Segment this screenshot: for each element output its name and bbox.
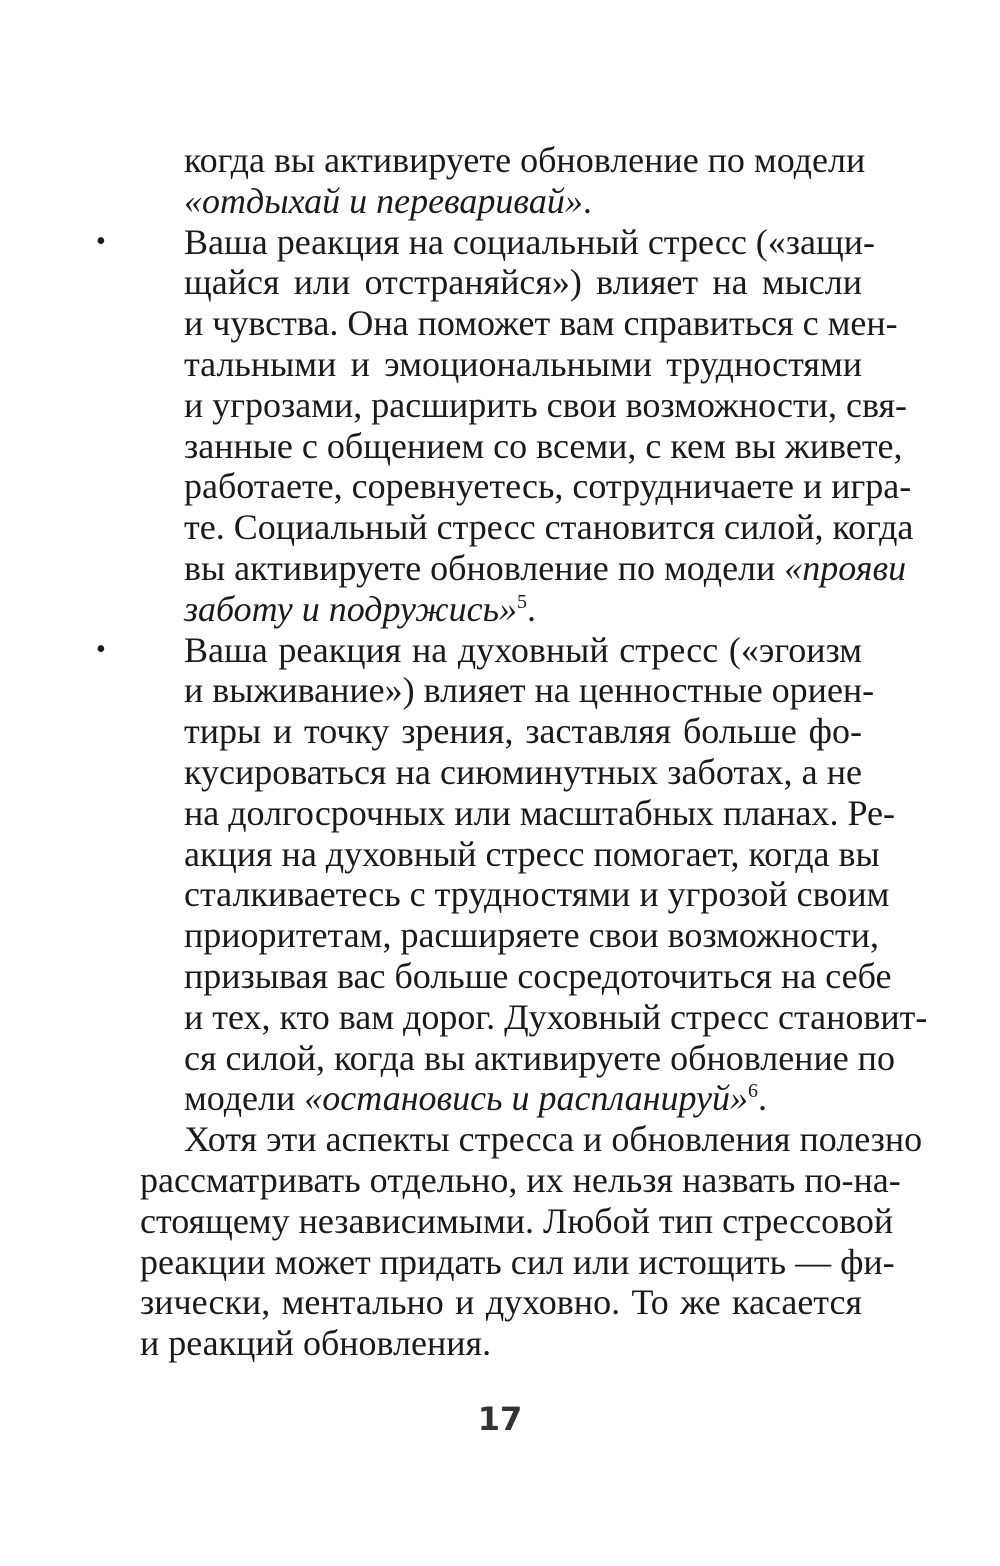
text-line: тиры и точку зрения, заставляя больше фо- — [184, 711, 862, 752]
bullet-icon: • — [96, 225, 106, 257]
text-line: и реакций обновления. — [140, 1323, 492, 1364]
text-line: на долгосрочных или масштабных планах. Ре- — [184, 792, 896, 833]
italic-model-name: заботу и подружись» — [184, 588, 517, 629]
text-line: и угрозами, расширить свои возможности, свя- — [184, 384, 908, 425]
text-line: модели «остановись и распланируй»$^6$. — [184, 1078, 768, 1119]
text-line: призывая вас больше сосредоточиться на себе — [184, 955, 892, 996]
bullet-item-spiritual-stress — [96, 629, 928, 1120]
italic-model-name: «отдыхай и переваривай» — [184, 180, 583, 221]
text-line: работаете, соревнуетесь, сотрудничаете и игра- — [184, 466, 912, 507]
text-line: заботу и подружись»$^5$. — [184, 588, 536, 629]
continued-bullet-text — [140, 140, 866, 222]
text-line: Ваша реакция на духовный стресс («эгоизм — [184, 629, 862, 670]
text-line: «отдыхай и переваривай». — [184, 180, 592, 221]
text-line: вы активируете обновление по модели «прояви — [184, 547, 907, 588]
paragraph — [140, 1119, 923, 1364]
footnote-marker: 6 — [748, 1080, 759, 1103]
text-line: Хотя эти аспекты стресса и обновления полезно — [184, 1119, 923, 1160]
footnote-marker: 5 — [516, 590, 527, 613]
text-line: стоящему независимыми. Любой тип стрессовой — [140, 1200, 894, 1241]
text-line: когда вы активируете обновление по модели — [184, 140, 866, 180]
text-line: рассматривать отдельно, их нельзя назвать по-на- — [140, 1159, 901, 1200]
italic-model-name: «прояви — [784, 547, 907, 588]
text-line: щайся или отстраняйся») влияет на мысли — [184, 262, 862, 303]
text-line: тальными и эмоциональными трудностями — [184, 343, 862, 384]
page-number: 17 — [477, 1400, 523, 1438]
text-line: зически, ментально и духовно. То же касается — [140, 1282, 862, 1323]
bullet-item-social-stress — [96, 221, 914, 630]
italic-model-name: «остановись и распланируй» — [304, 1078, 749, 1119]
text-line: сталкиваетесь с трудностями и угрозой своим — [184, 874, 890, 915]
text-line: акция на духовный стресс помогает, когда вы — [184, 833, 880, 874]
text-line: кусироваться на сиюминутных заботах, а не — [184, 751, 862, 792]
text-line: и чувства. Она поможет вам справиться с мен- — [184, 303, 898, 344]
text-line: и выживание») влияет на ценностные ориен- — [184, 670, 875, 711]
bullet-icon: • — [96, 633, 106, 665]
text-line: те. Социальный стресс становится силой, когда — [184, 507, 914, 548]
text-line: занные с общением со всеми, с кем вы живете, — [184, 425, 903, 466]
body-text — [96, 140, 928, 1364]
text-line: приоритетам, расширяете свои возможности, — [184, 915, 879, 956]
text-line: Ваша реакция на социальный стресс («защи- — [184, 221, 875, 262]
text-line: ся силой, когда вы активируете обновление по — [184, 1037, 895, 1078]
text-line: и тех, кто вам дорог. Духовный стресс становит- — [184, 996, 928, 1037]
text-line: реакции может придать сил или истощить — фи- — [140, 1241, 895, 1282]
